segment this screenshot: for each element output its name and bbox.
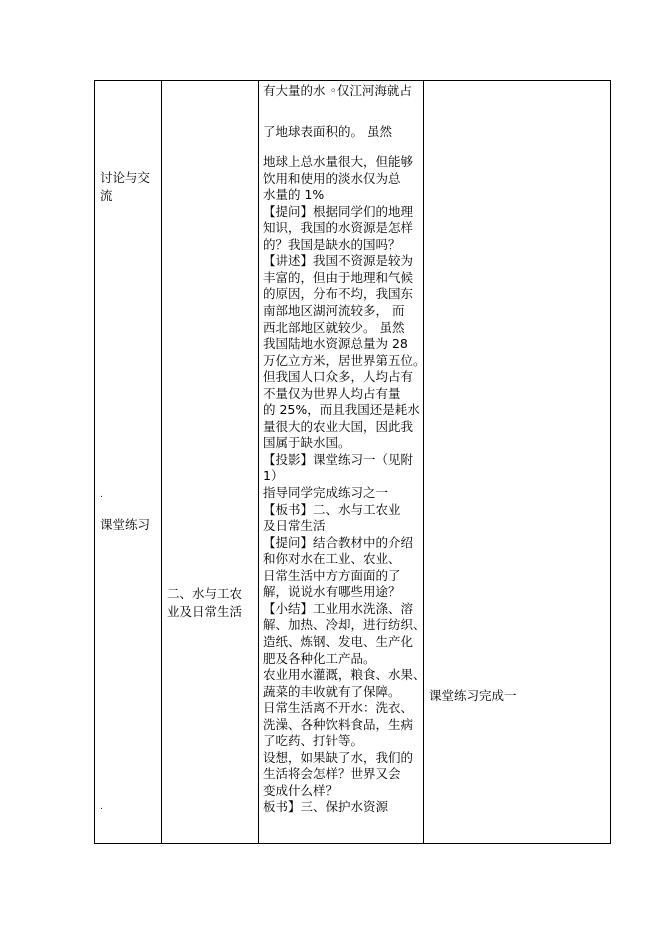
content-line: 生活将会怎样？世界又会 [263, 766, 401, 782]
content-line: 饮用和使用的淡水仅为总 [263, 170, 401, 186]
marker-dot-2: . [100, 802, 103, 812]
marker-dot-1: . [100, 490, 103, 500]
content-line: 洗澡、各种饮料食品，生病 [263, 716, 414, 732]
content-line: 【提问】根据同学们的地理 [263, 203, 414, 219]
content-line: 丰富的，但由于地理和气候 [263, 269, 414, 285]
content-top-line-2: 了地球表面积的。 虽然 [263, 124, 392, 139]
content-line: 【讲述】我国不资源是较为 [263, 253, 414, 269]
content-top-line-1: 有大量的水 ◦仅江河海就占 [263, 83, 412, 98]
content-line: 和你对水在工业、农业、 [263, 551, 401, 567]
column-divider-3 [423, 81, 424, 843]
column-divider-1 [161, 81, 162, 843]
content-line: 指导同学完成练习之一 [263, 485, 389, 500]
content-line: 【提问】结合教材中的介绍 [263, 534, 414, 550]
content-line: 日常生活离不开水：洗衣、 [263, 700, 414, 716]
content-line: 日常生活中方方面面的了 [263, 567, 401, 583]
discussion-label-line-2: 流 [100, 188, 113, 203]
content-line: 南部地区湖河流较多， 而 [263, 302, 405, 318]
content-line: 不量仅为世界人均占有量 [263, 385, 401, 401]
practice-note: 课堂练习完成一 [429, 688, 517, 703]
content-line: 农业用水灌溉，粮食、水果、 [263, 667, 426, 683]
content-line: 知识，我国的水资源是怎样 [263, 220, 414, 236]
content-line: 变成什么样？ [263, 782, 339, 798]
content-line: 【小结】工业用水洗涤、溶 [263, 600, 414, 616]
content-line: 西北部地区就较少。 虽然 [263, 319, 405, 335]
content-line: 的 25%，而且我国还是耗水 [263, 402, 420, 418]
content-line: 的原因，分布不均，我国东 [263, 286, 414, 302]
section-title-line-2: 业及日常生活 [167, 604, 243, 619]
content-line: 了吃药、打针等。 [263, 733, 364, 749]
content-line: 蔬菜的丰收就有了保障。 [263, 683, 401, 699]
content-line: 量很大的农业大国，因此我 [263, 418, 414, 434]
content-line: 及日常生活 [263, 518, 326, 534]
content-line: 肥及各种化工产品。 [263, 650, 376, 666]
column-divider-2 [258, 81, 259, 843]
content-line: 板书】三、保护水资源 [263, 799, 389, 815]
discussion-label-line-1: 讨论与交 [100, 170, 151, 185]
content-line: 的？我国是缺水的国吗？ [263, 236, 401, 252]
content-line: 我国陆地水资源总量为 28 [263, 336, 408, 352]
content-line: 设想，如果缺了水，我们的 [263, 749, 414, 765]
section-title-line-1: 二、水与工农 [167, 586, 243, 601]
content-line: 地球上总水量很大，但能够 [263, 154, 414, 169]
content-line: 国属于缺水国。 [263, 435, 351, 451]
content-line: 解，说说水有哪些用途？ [263, 584, 401, 600]
content-line: 1） [263, 468, 284, 484]
content-line: 造纸、炼钢、发电、生产化 [263, 633, 414, 649]
content-line: 解、加热、冷却，进行纺织、 [263, 617, 426, 633]
practice-label: 课堂练习 [100, 517, 151, 532]
content-line: 水量的 1% [263, 187, 325, 203]
content-line: 【板书】二、水与工农业 [263, 501, 401, 517]
content-line: 但我国人口众多，人均占有 [263, 369, 414, 385]
content-line: 【投影】课堂练习一（见附 [263, 451, 414, 467]
content-line: 万亿立方米，居世界第五位。 [263, 352, 426, 368]
lesson-table [94, 80, 611, 844]
